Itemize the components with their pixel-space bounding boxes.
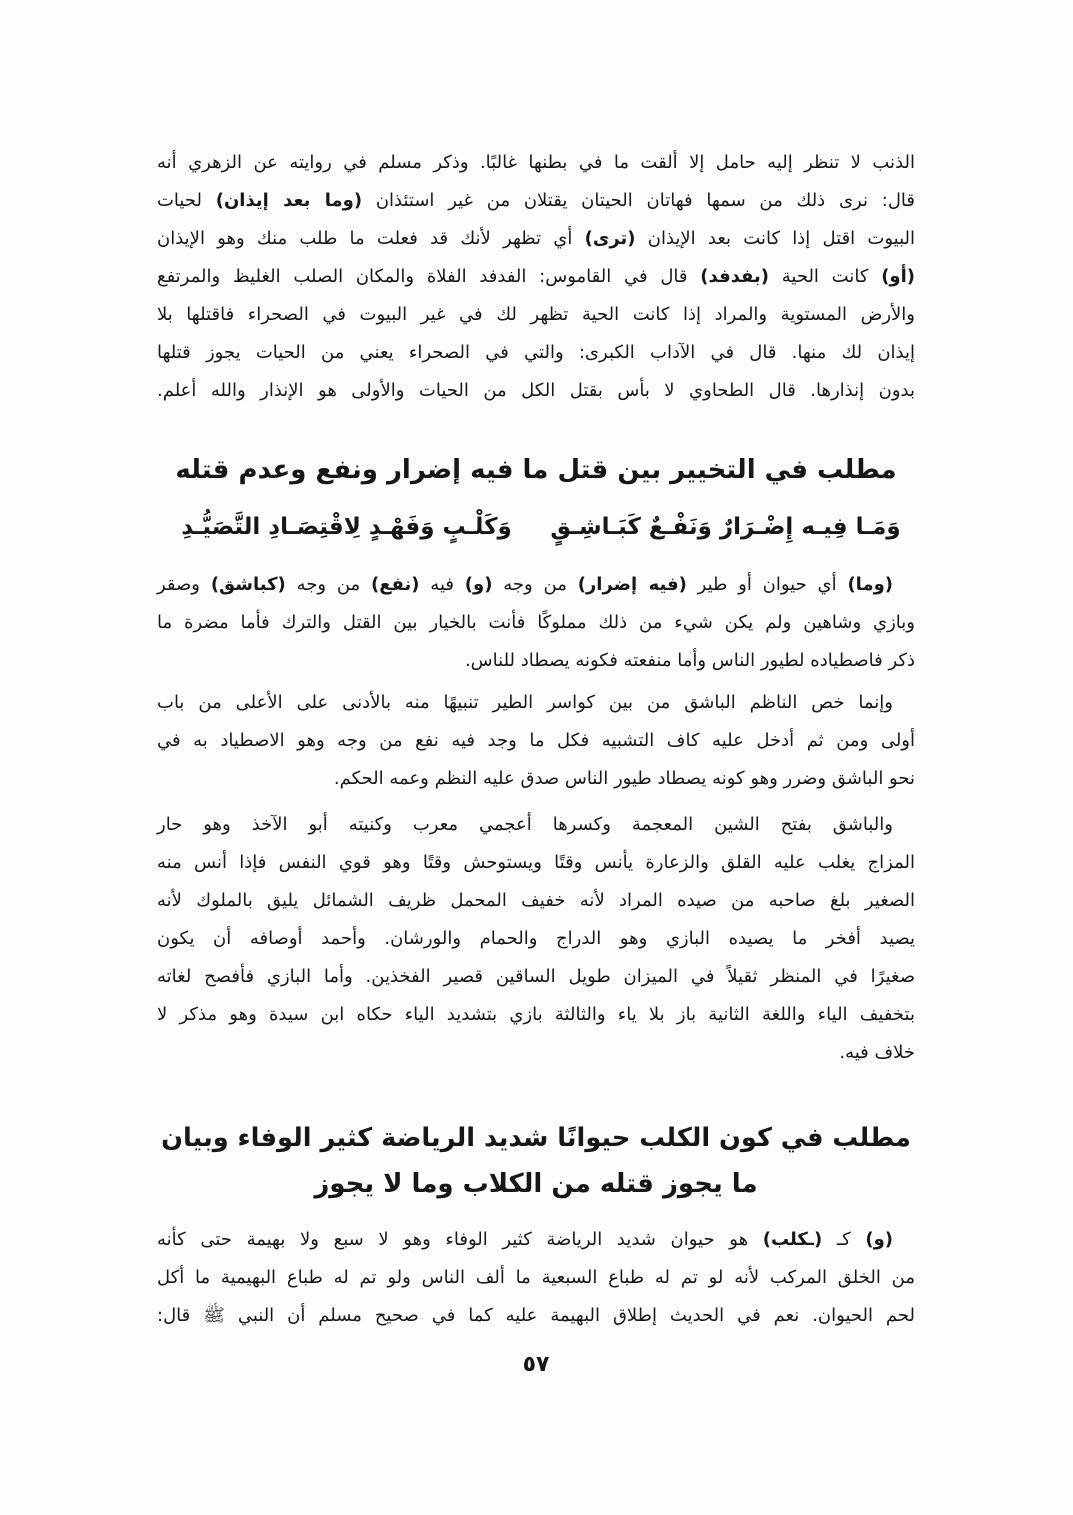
text-line	[157, 920, 915, 958]
line-text: المزاج يغلب عليه القلق والزعارة يأنس وقتًا ويستوحش وقتًا وهو قوي النفس فإذا أنس منه	[157, 852, 915, 873]
text-line	[157, 144, 915, 182]
emphasized-term: (ـكلب)	[762, 1229, 823, 1250]
line-text: (وما) أي حيوان أو طير (فيه إضرار) من وجه (و) فيه (نفع) من وجه (كباشق) وصقر	[156, 574, 893, 595]
emphasized-term: (كباشق)	[210, 574, 286, 595]
text-line	[157, 220, 915, 258]
text-line	[157, 882, 915, 920]
heading-line	[157, 1161, 915, 1207]
emphasized-term: (و)	[464, 574, 493, 595]
page-number-line	[157, 1350, 915, 1380]
hemistich-text: وَكَلْـبٍ وَفَهْـدٍ لِاقْتِصَـادِ التَّصَيُّـدِ	[181, 514, 512, 540]
emphasized-term: (نفع)	[371, 574, 420, 595]
text-line	[157, 1221, 915, 1259]
line-text: الصغير بلغ صاحبه من صيده المراد لأنه خفيف المحمل ظريف الشمائل يليق بالملوك لأنه	[157, 890, 915, 911]
text-line	[157, 958, 915, 996]
text-line	[157, 1297, 915, 1335]
heading-line	[157, 1115, 915, 1161]
line-text: أولى ومن ثم أدخل عليه كاف التشبيه فكل ما وجد فيه نفع من وجه وهو الاصطياد به في	[157, 730, 915, 751]
line-text: وإنما خص الناظم الباشق من بين كواسر الطير تنبيهًا منه بالأدنى على الأعلى من باب	[157, 692, 893, 713]
line-text: من الخلق المركب لأنه لو تم له طباع السبعية ما ألف الناس ولو تم له طباع البهيمية ما أكل	[157, 1267, 915, 1288]
text-line	[157, 604, 915, 642]
verse-second-hemistich	[157, 505, 536, 549]
text-line	[157, 334, 915, 372]
text-line	[157, 844, 915, 882]
emphasized-term: (وما بعد إيذان)	[215, 190, 363, 211]
section-heading-2	[157, 1115, 915, 1207]
line-text: (و) كـ (ـكلب) هو حيوان شديد الرياضة كثير الوفاء وهو لا سبع ولا بهيمة حتى كأنه	[157, 1229, 893, 1250]
text-line	[157, 182, 915, 220]
emphasized-term: (و)	[865, 1229, 893, 1250]
line-text: بتخفيف الياء واللغة الثانية باز بلا ياء والثالثة بازي بتشديد الياء حكاه ابن سيدة وهو مذكر لا	[157, 1004, 915, 1025]
hemistich-text: وَمَـا فِيـه إِضْـرَارٌ وَنَفْـعٌ كَبَـاشِـقٍ	[550, 514, 901, 540]
line-text: وبازي وشاهين ولم يكن شيء من ذلك مملوكًا فأنت بالخيار بين القتل والترك فأما مضرة ما	[157, 612, 915, 633]
line-text: ذكر فاصطياده لطيور الناس وأما منفعته فكونه يصطاد للناس.	[464, 650, 915, 671]
emphasized-term: (بفدفد)	[700, 266, 769, 287]
page-number-text: ٥٧	[522, 1352, 550, 1377]
poem-verse	[157, 505, 915, 549]
text-line	[157, 684, 915, 722]
text-line	[157, 1034, 915, 1072]
intro-paragraph	[157, 144, 915, 410]
heading-line	[157, 445, 915, 495]
text-line	[157, 996, 915, 1034]
text-line	[157, 1259, 915, 1297]
paragraph-2	[157, 566, 915, 680]
page-text-block	[157, 144, 915, 1380]
text-line	[157, 372, 915, 410]
line-text: يصيد أفخر ما يصيده البازي وهو الدراج والحمام والورشان. وأحمد أوصافه أن يكون	[157, 928, 915, 949]
text-line	[157, 296, 915, 334]
line-text: لحم الحيوان. نعم في الحديث إطلاق البهيمة عليه كما في صحيح مسلم أن النبي ﷺ قال:	[157, 1305, 915, 1326]
paragraph-5	[157, 1221, 915, 1335]
text-line	[157, 566, 915, 604]
paragraph-3	[157, 684, 915, 798]
emphasized-term: (فيه إضرار)	[577, 574, 687, 595]
line-text: صغيرًا في المنظر ثقيلاً في الميزان طويل الساقين قصير الفخذين. وأما البازي فأفصح لغاته	[157, 966, 915, 987]
line-text: خلاف فيه.	[839, 1042, 915, 1063]
emphasized-term: (وما)	[847, 574, 893, 595]
text-line	[157, 722, 915, 760]
line-text: قال: نرى ذلك من سمها فهاتان الحيتان يقتلان من غير استئذان (وما بعد إيذان) لحيات	[156, 190, 915, 211]
line-text: نحو الباشق وضرر وهو كونه يصطاد طيور الناس صدق عليه النظم وعمه الحكم.	[333, 768, 915, 789]
line-text: البيوت اقتل إذا كانت بعد الإيذان (ترى) أي تظهر لأنك قد فعلت ما طلب منك وهو الإيذان	[157, 228, 915, 249]
text-line	[157, 806, 915, 844]
line-text: إيذان لك منها. قال في الآداب الكبرى: والتي في الصحراء يعني من الحيات يجوز قتلها	[157, 342, 915, 363]
verse-first-hemistich	[536, 505, 915, 549]
section-heading-1	[157, 445, 915, 495]
paragraph-4	[157, 806, 915, 1072]
line-text: والأرض المستوية والمراد إذا كانت الحية تظهر لك في غير البيوت في الصحراء فاقتلها بلا	[157, 304, 915, 325]
line-text: (أو) كانت الحية (بفدفد) قال في القاموس: الفدفد الفلاة والمكان الصلب الغليظ والمرتفع	[157, 266, 915, 287]
emphasized-term: (أو)	[881, 266, 915, 287]
heading-text: ما يجوز قتله من الكلاب وما لا يجوز	[314, 1169, 758, 1199]
line-text: والباشق بفتح الشين المعجمة وكسرها أعجمي معرب وكنيته أبو الآخذ وهو حار	[157, 814, 893, 835]
text-line	[157, 760, 915, 798]
heading-text: مطلب في التخيير بين قتل ما فيه إضرار ونفع وعدم قتله	[175, 455, 897, 485]
heading-text: مطلب في كون الكلب حيوانًا شديد الرياضة كثير الوفاء وبيان	[161, 1123, 911, 1153]
line-text: بدون إنذارها. قال الطحاوي لا بأس بقتل الكل من الحيات والأولى هو الإنذار والله أعلم.	[157, 380, 915, 401]
text-line	[157, 258, 915, 296]
line-text: الذنب لا تنظر إليه حامل إلا ألقت ما في بطنها غالبًا. وذكر مسلم في روايته عن الزهري أنه	[157, 152, 915, 173]
emphasized-term: (ترى)	[584, 228, 636, 249]
page-number	[157, 1350, 915, 1380]
text-line	[157, 642, 915, 680]
